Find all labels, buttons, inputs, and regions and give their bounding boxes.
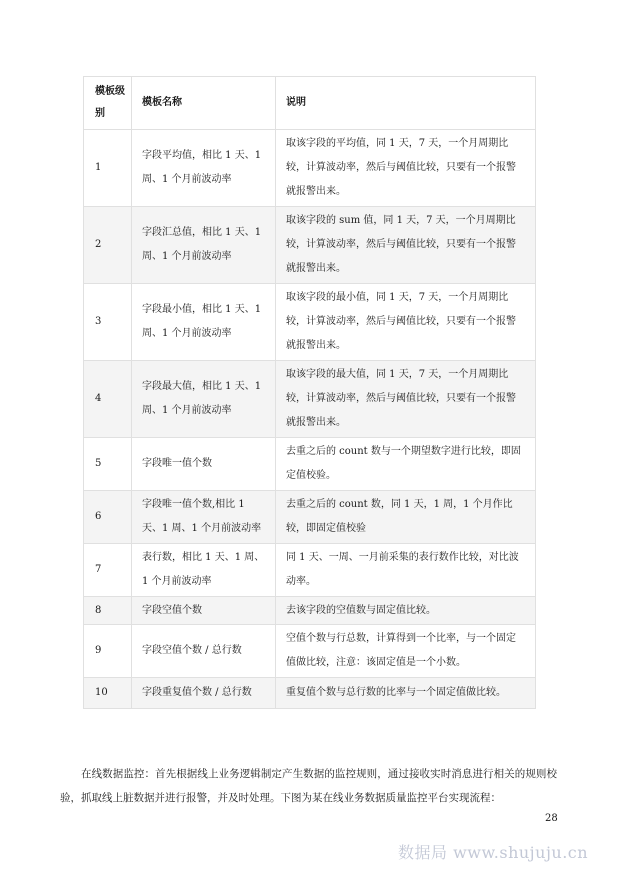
table-row (84, 678, 536, 709)
header-desc: 说明 (276, 77, 536, 130)
cell-name: 字段空值个数 (132, 597, 276, 625)
cell-name: 字段唯一值个数 (132, 438, 276, 491)
header-name: 模板名称 (132, 77, 276, 130)
cell-desc: 同 1 天、一周、一月前采集的表行数作比较，对比波动率。 (276, 544, 536, 597)
cell-name: 字段平均值，相比 1 天、1 周、1 个月前波动率 (132, 130, 276, 207)
cell-name: 字段最大值，相比 1 天、1 周、1 个月前波动率 (132, 361, 276, 438)
cell-level: 6 (84, 491, 132, 544)
cell-level: 8 (84, 597, 132, 625)
header-level: 模板级别 (84, 77, 132, 130)
cell-desc: 空值个数与行总数，计算得到一个比率，与一个固定值做比较，注意：该固定值是一个小数。 (276, 625, 536, 678)
table-row (84, 544, 536, 597)
table-row (84, 438, 536, 491)
table-row (84, 207, 536, 284)
body-paragraph: 在线数据监控：首先根据线上业务逻辑制定产生数据的监控规则，通过接收实时消息进行相关的规则校验，抓取线上脏数据并进行报警，并及时处理。下图为某在线业务数据质量监控平台实现流程： (60, 768, 557, 804)
cell-level: 10 (84, 678, 132, 709)
cell-desc: 重复值个数与总行数的比率与一个固定值做比较。 (276, 678, 536, 709)
cell-desc: 去该字段的空值数与固定值比较。 (276, 597, 536, 625)
cell-level: 3 (84, 284, 132, 361)
cell-name: 字段汇总值，相比 1 天、1 周、1 个月前波动率 (132, 207, 276, 284)
cell-name: 字段空值个数 / 总行数 (132, 625, 276, 678)
cell-name: 字段最小值，相比 1 天、1 周、1 个月前波动率 (132, 284, 276, 361)
cell-level: 7 (84, 544, 132, 597)
template-table (83, 76, 536, 709)
table-row (84, 361, 536, 438)
cell-name: 表行数，相比 1 天、1 周、1 个月前波动率 (132, 544, 276, 597)
table-row (84, 625, 536, 678)
watermark: 数据局 www.shujuju.cn (398, 843, 589, 862)
cell-desc: 取该字段的 sum 值，同 1 天，7 天，一个月周期比较，计算波动率，然后与阈值比较，只要有一个报警就报警出来。 (276, 207, 536, 284)
cell-level: 1 (84, 130, 132, 207)
cell-desc: 取该字段的平均值，同 1 天，7 天，一个月周期比较，计算波动率，然后与阈值比较，只要有一个报警就报警出来。 (276, 130, 536, 207)
table-row (84, 130, 536, 207)
cell-name: 字段唯一值个数,相比 1 天、1 周、1 个月前波动率 (132, 491, 276, 544)
table-header-row (84, 77, 536, 130)
table-row (84, 491, 536, 544)
cell-level: 2 (84, 207, 132, 284)
cell-level: 5 (84, 438, 132, 491)
cell-desc: 去重之后的 count 数，同 1 天，1 周，1 个月作比较，即固定值校验 (276, 491, 536, 544)
cell-level: 4 (84, 361, 132, 438)
table-row (84, 284, 536, 361)
cell-desc: 取该字段的最小值，同 1 天，7 天，一个月周期比较，计算波动率，然后与阈值比较，只要有一个报警就报警出来。 (276, 284, 536, 361)
page-number: 28 (545, 813, 558, 824)
cell-desc: 取该字段的最大值，同 1 天，7 天，一个月周期比较，计算波动率，然后与阈值比较，只要有一个报警就报警出来。 (276, 361, 536, 438)
cell-desc: 去重之后的 count 数与一个期望数字进行比较，即固定值校验。 (276, 438, 536, 491)
table-row (84, 597, 536, 625)
cell-level: 9 (84, 625, 132, 678)
cell-name: 字段重复值个数 / 总行数 (132, 678, 276, 709)
